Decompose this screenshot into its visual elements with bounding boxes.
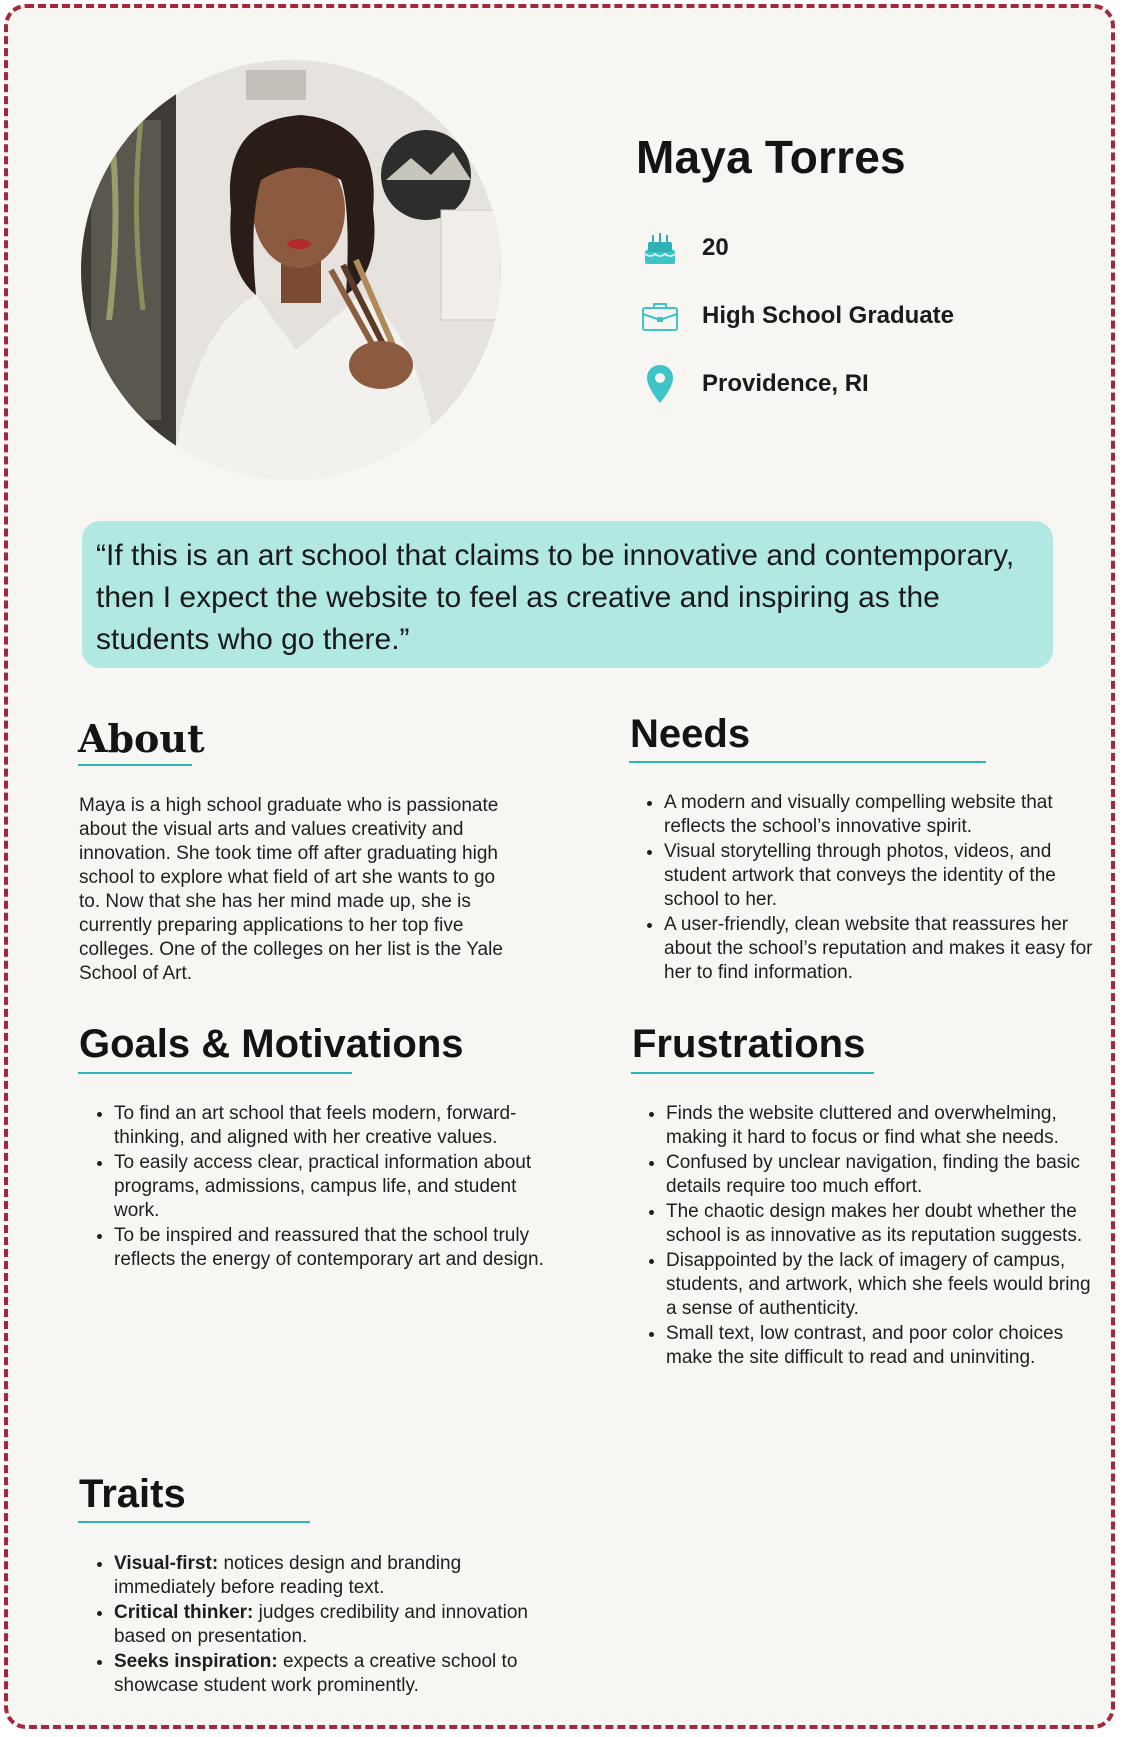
trait-text: expects a creative school to showcase student work prominently. — [114, 1651, 518, 1696]
needs-underline — [629, 761, 986, 763]
needs-list — [634, 790, 1094, 985]
traits-list — [84, 1551, 544, 1698]
briefcase-icon — [640, 294, 680, 338]
list-item: • Visual storytelling through photos, videos, and student artwork that conveys the identity of the school to her. — [664, 839, 1094, 912]
list-item: • Confused by unclear navigation, finding the basic details require too much effort. — [666, 1150, 1096, 1199]
traits-underline — [78, 1521, 310, 1523]
profile-photo — [81, 60, 501, 480]
trait-term: Seeks inspiration: — [114, 1651, 278, 1672]
list-item: • A user-friendly, clean website that reassures her about the school’s reputation and makes it easy for her to find information. — [664, 912, 1094, 985]
list-item: • The chaotic design makes her doubt whether the school is as innovative as its reputation suggests. — [666, 1199, 1096, 1248]
trait-text: notices design and branding immediately before reading text. — [114, 1553, 462, 1598]
about-underline — [78, 764, 192, 766]
list-item: • To be inspired and reassured that the school truly reflects the energy of contemporary art and design. — [114, 1223, 544, 1272]
list-item: • Finds the website cluttered and overwhelming, making it hard to focus or find what she needs. — [666, 1101, 1096, 1150]
persona-name: Maya Torres — [636, 131, 906, 183]
age-value: 20 — [702, 234, 729, 261]
trait-text: judges credibility and innovation based on presentation. — [114, 1602, 528, 1647]
goals-underline — [78, 1072, 352, 1074]
list-item — [114, 1551, 544, 1600]
goals-list — [84, 1101, 544, 1272]
list-item: • Small text, low contrast, and poor color choices make the site difficult to read and uninviting. — [666, 1321, 1096, 1370]
frustrations-title: Frustrations — [632, 1022, 866, 1066]
list-item: • A modern and visually compelling website that reflects the school’s innovative spirit. — [664, 790, 1094, 839]
about-title: About — [78, 716, 205, 761]
location-row — [640, 362, 869, 406]
location-value: Providence, RI — [702, 370, 869, 397]
occupation-value: High School Graduate — [702, 302, 955, 329]
goals-title: Goals & Motivations — [79, 1022, 464, 1066]
list-item: • To easily access clear, practical information about programs, admissions, campus life, and student work. — [114, 1150, 544, 1223]
list-item — [114, 1600, 544, 1649]
list-item: • To find an art school that feels modern, forward-thinking, and aligned with her creative values. — [114, 1101, 544, 1150]
about-text: Maya is a high school graduate who is passionate about the visual arts and values creativity and innovation. She took time off after graduating high school to explore what field of art she wants to go to. Now that she has her mind made up, she is currently preparing applications to her top five colleges. One of the colleges on her list is the Yale School of Art. — [79, 795, 503, 984]
location-pin-icon — [640, 362, 680, 406]
needs-title: Needs — [630, 712, 751, 756]
frustrations-list — [636, 1101, 1096, 1370]
age-row — [640, 226, 729, 270]
traits-title: Traits — [79, 1472, 186, 1516]
list-item: • Disappointed by the lack of imagery of campus, students, and artwork, which she feels would bring a sense of authenticity. — [666, 1248, 1096, 1321]
persona-card — [4, 4, 1115, 1729]
occupation-row — [640, 294, 954, 338]
birthday-cake-icon — [640, 226, 680, 270]
frustrations-underline — [631, 1072, 874, 1074]
list-item — [114, 1649, 544, 1698]
persona-quote: “If this is an art school that claims to be innovative and contemporary, then I expect the website to feel as creative and inspiring as the students who go there.” — [82, 521, 1053, 668]
trait-term: Visual-first: — [114, 1553, 219, 1574]
trait-term: Critical thinker: — [114, 1602, 254, 1623]
